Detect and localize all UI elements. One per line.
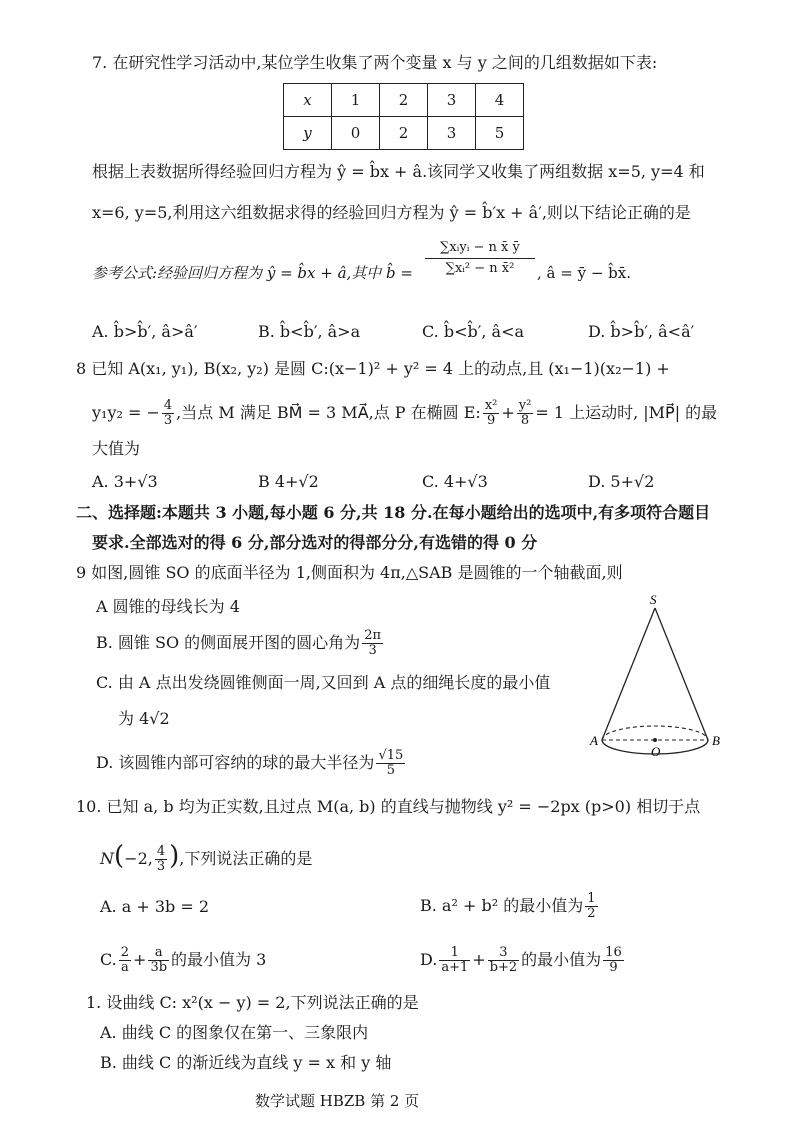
q11-option-b: B. 曲线 C 的渐近线为直线 y = x 和 y 轴: [100, 1053, 392, 1072]
page-footer: 数学试题 HBZB 第 2 页: [255, 1092, 420, 1110]
q10-d-frac-2: [488, 946, 520, 975]
q10-d-n3: 16: [605, 945, 622, 960]
q10-c-text: 的最小值为 3: [171, 950, 267, 969]
q10-line2: [100, 836, 312, 876]
q10-point-n: N: [100, 849, 114, 868]
q9-d-fraction: [376, 749, 405, 778]
q8-line2: [92, 396, 717, 430]
q8-ell-d2: 8: [520, 413, 530, 428]
q9-option-c-line1: C. 由 A 点出发绕圆锥侧面一周,又回到 A 点的细绳长度的最小值: [96, 673, 551, 692]
q8-ell-n1: x²: [484, 398, 498, 413]
q10-d-n2: 3: [488, 946, 520, 961]
q10-d-d3: 9: [609, 960, 618, 975]
q8-ell-plus: +: [501, 403, 515, 422]
q10-c-n2: a: [148, 946, 169, 961]
q10-d-label: D.: [420, 950, 438, 969]
q9-d-d: 5: [386, 763, 395, 778]
q10-d-plus: +: [472, 950, 486, 969]
q7-line3: x=6, y=5,利用这六组数据求得的经验回归方程为 ŷ = b̂′x + â′,则以下结论正确的是: [92, 203, 691, 222]
q9-stem: 9 如图,圆锥 SO 的底面半径为 1,侧面积为 4π,△SAB 是圆锥的一个轴截面,则: [76, 563, 623, 582]
q10-line1: 10. 已知 a, b 均为正实数,且过点 M(a, b) 的直线与抛物线 y² = −2px (p>0) 相切于点: [76, 797, 701, 816]
q10-c-plus: +: [133, 950, 147, 969]
q10-d-frac-3: [603, 946, 624, 975]
q10-b-text: B. a² + b² 的最小值为: [420, 896, 584, 915]
q7-formula-fraction: [425, 240, 535, 277]
q10-d-d1: a+1: [441, 960, 469, 975]
table-row: [284, 117, 524, 150]
q7-line2: 根据上表数据所得经验回归方程为 ŷ = b̂x + â.该同学又收集了两组数据 x=5, y=4 和: [92, 162, 705, 181]
table-cell: 3: [428, 117, 476, 150]
q8-ellipse-frac-1: [483, 399, 500, 428]
table-cell: y: [284, 117, 332, 150]
q9-option-b: [96, 626, 385, 660]
q8-option-a: A. 3+√3: [92, 472, 158, 491]
q10-c-n1: 2: [120, 945, 130, 960]
q8-fraction: [162, 399, 174, 428]
q9-option-a: A 圆锥的母线长为 4: [96, 597, 240, 616]
q9-b-d: 3: [368, 643, 377, 658]
q7-data-table: [283, 83, 524, 150]
table-cell: 3: [428, 84, 476, 117]
q7-formula-suffix: , â = ȳ − b̂x̄.: [537, 264, 631, 282]
cone-left-edge: [602, 608, 655, 740]
label-a: A: [590, 733, 598, 748]
q9-b-text: B. 圆锥 SO 的侧面展开图的圆心角为: [96, 633, 361, 652]
q8-ell-d1: 9: [486, 413, 496, 428]
q10-c-label: C.: [100, 950, 117, 969]
q10-option-a: A. a + 3b = 2: [100, 897, 210, 916]
q10-n-num: 4: [156, 844, 166, 859]
table-cell: 1: [332, 84, 380, 117]
q7-formula-denominator: ∑xᵢ² − n x̄²: [445, 261, 515, 276]
q11-stem: 1. 设曲线 C: x²(x − y) = 2,下列说法正确的是: [86, 993, 419, 1012]
label-s: S: [650, 592, 657, 607]
q7-formula-prefix: 参考公式:经验回归方程为 ŷ = b̂x + â,其中 b̂ =: [92, 264, 413, 282]
q7-formula-numerator: ∑xᵢyᵢ − n x̄ ȳ: [425, 240, 535, 259]
q10-d-n1: 1: [439, 946, 470, 961]
q10-d-d2: b+2: [489, 960, 518, 975]
q10-n-den: 3: [156, 859, 166, 874]
q7-stem: 7. 在研究性学习活动中,某位学生收集了两个变量 x 与 y 之间的几组数据如下表:: [92, 53, 658, 72]
q7-option-c: C. b̂<b̂′, â<a: [422, 322, 525, 341]
q7-option-a: A. b̂>b̂′, â>â′: [92, 322, 198, 341]
table-cell: 2: [380, 117, 428, 150]
q9-option-c-line2: 为 4√2: [118, 709, 170, 728]
label-b: B: [712, 733, 720, 748]
q10-option-d: [420, 942, 626, 978]
q10-n-x: −2,: [124, 849, 153, 868]
label-o: O: [651, 744, 661, 759]
q10-paren-right: ): [169, 841, 180, 871]
section2-line1: 二、选择题:本题共 3 小题,每小题 6 分,共 18 分.在每小题给出的选项中,有多项符合题目: [76, 503, 711, 522]
q8-frac-n: 4: [163, 398, 173, 413]
q9-b-fraction: [362, 629, 383, 658]
q9-option-d: [96, 745, 407, 781]
q8-line2-b: ,当点 M 满足 BM⃗ = 3 MA⃗,点 P 在椭圆 E:: [176, 403, 481, 422]
q10-line2-text: ,下列说法正确的是: [179, 849, 313, 868]
q10-c-d2: 3b: [150, 960, 168, 975]
q11-option-a: A. 曲线 C 的图象仅在第一、三象限内: [100, 1023, 369, 1042]
table-cell: 2: [380, 84, 428, 117]
q8-ellipse-frac-2: [517, 399, 534, 428]
table-row: [284, 84, 524, 117]
q8-line1: 8 已知 A(x₁, y₁), B(x₂, y₂) 是圆 C:(x−1)² + y² = 4 上的动点,且 (x₁−1)(x₂−1) +: [76, 359, 670, 378]
section2-line2: 要求.全部选对的得 6 分,部分选对的得部分分,有选错的得 0 分: [92, 533, 538, 552]
q7-option-b: B. b̂<b̂′, â>a: [258, 322, 361, 341]
q8-option-c: C. 4+√3: [422, 472, 488, 491]
q10-b-d: 2: [587, 906, 596, 921]
q8-ell-n2: y²: [518, 398, 532, 413]
q8-line3: 大值为: [92, 439, 141, 458]
cone-base-back: [602, 726, 708, 740]
q7-option-d: D. b̂>b̂′, â<â′: [588, 322, 695, 341]
q8-frac-d: 3: [163, 413, 173, 428]
table-cell: 4: [476, 84, 524, 117]
cone-figure: [580, 590, 730, 760]
q9-d-n: √15: [378, 748, 404, 763]
q10-c-frac-1: [119, 946, 131, 975]
q8-line2-c: = 1 上运动时, |MP⃗| 的最: [535, 403, 718, 422]
q10-n-fraction: [155, 845, 167, 874]
q8-option-d: D. 5+√2: [588, 472, 655, 491]
q9-d-text: D. 该圆锥内部可容纳的球的最大半径为: [96, 753, 375, 772]
cone-center-point: [653, 738, 657, 742]
q9-b-n: 2π: [364, 628, 382, 643]
q10-option-b: [420, 888, 600, 924]
cone-right-edge: [655, 608, 708, 740]
q8-line2-a: y₁y₂ = −: [92, 403, 160, 422]
q10-paren-left: (: [114, 841, 125, 871]
q8-option-b: B 4+√2: [258, 472, 319, 491]
q10-b-n: 1: [587, 891, 596, 906]
q10-b-fraction: [585, 892, 597, 921]
q10-c-d1: a: [121, 960, 129, 975]
q10-option-c: [100, 942, 266, 978]
q10-d-text: 的最小值为: [521, 950, 602, 969]
table-cell: 5: [476, 117, 524, 150]
q10-c-frac-2: [148, 946, 169, 975]
q10-d-frac-1: [439, 946, 470, 975]
table-cell: x: [284, 84, 332, 117]
table-cell: 0: [332, 117, 380, 150]
